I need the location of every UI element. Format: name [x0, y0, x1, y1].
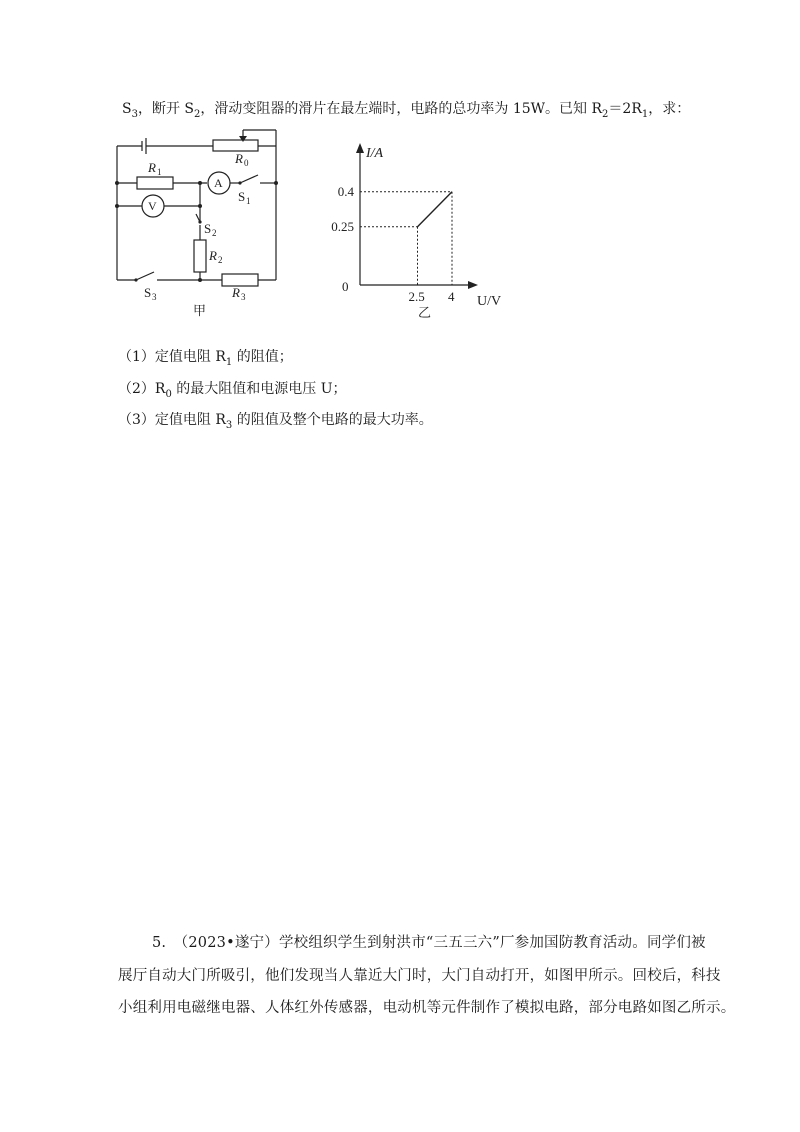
intro-sub: 1 [641, 108, 649, 120]
question-2 [118, 378, 347, 400]
y-tick-label: 0.25 [331, 218, 354, 234]
label-s3-sub: 3 [152, 292, 157, 302]
label-r1: R [148, 160, 156, 175]
y-tick-label: 0.4 [337, 183, 354, 199]
label-r3-sub: 3 [241, 292, 246, 302]
origin-label: 0 [342, 279, 349, 294]
intro-sub: 2 [194, 108, 201, 120]
problem5-line1: 5. （2023•遂宁）学校组织学生到射洪市“三五三六”厂参加国防教育活动。同学们被 [152, 935, 706, 951]
intro-text: ，断开 S [137, 101, 195, 117]
intro-text: ，滑动变阻器的滑片在最左端时，电路的总功率为 15W。已知 R [200, 101, 603, 117]
question-text: （2）R [118, 381, 166, 397]
question-text: 的阻值； [232, 349, 293, 365]
label-s2-sub: 2 [212, 228, 217, 238]
question-sub: 1 [225, 356, 233, 368]
label-s1: S [238, 189, 246, 204]
label-r3: R [232, 285, 240, 300]
label-s2: S [204, 221, 212, 236]
question-text: （1）定值电阻 R [118, 349, 226, 365]
intro-text: ，求： [648, 101, 691, 117]
series-line [418, 192, 453, 227]
chart-caption: 乙 [418, 305, 432, 320]
x-tick-label: 2.5 [408, 289, 425, 304]
problem5-line3: 小组利用电磁继电器、人体红外传感器，电动机等元件制作了模拟电路，部分电路如图乙所示。 [118, 1000, 736, 1016]
slider-arrow-icon [239, 136, 247, 142]
iu-chart [320, 135, 520, 325]
question-1 [118, 346, 293, 368]
y-axis-label: I/A [366, 146, 384, 161]
ammeter-label: A [214, 176, 223, 190]
x-tick-label: 4 [448, 289, 455, 304]
question-3 [118, 409, 433, 431]
question-text: 的最大阻值和电源电压 U； [171, 381, 347, 397]
problem5-line2: 展厅自动大门所吸引，他们发现当人靠近大门时，大门自动打开，如图甲所示。回校后，科技 [118, 968, 721, 984]
label-r0: R [235, 151, 243, 166]
label-r2-sub: 2 [218, 255, 223, 265]
y-axis-arrow-icon [356, 143, 364, 153]
label-r0-sub: 0 [244, 158, 249, 168]
question-sub: 0 [165, 388, 172, 400]
label-s3: S [144, 285, 152, 300]
question-text: （3）定值电阻 R [118, 412, 226, 428]
label-r1-sub: 1 [157, 167, 162, 177]
intro-sub: 3 [131, 108, 138, 120]
intro-line [122, 98, 690, 120]
intro-sub: 2 [602, 108, 609, 120]
circuit-caption: 甲 [193, 303, 207, 318]
voltmeter-label: V [148, 199, 157, 213]
intro-text: ＝2R [608, 101, 642, 117]
circuit-diagram [100, 125, 300, 325]
x-axis-arrow-icon [468, 281, 478, 289]
label-s1-sub: 1 [246, 196, 251, 206]
question-sub: 3 [225, 419, 233, 431]
intro-text: S [122, 101, 132, 117]
question-text: 的阻值及整个电路的最大功率。 [232, 412, 433, 428]
x-axis-label: U/V [477, 294, 502, 309]
label-r2: R [209, 248, 217, 263]
